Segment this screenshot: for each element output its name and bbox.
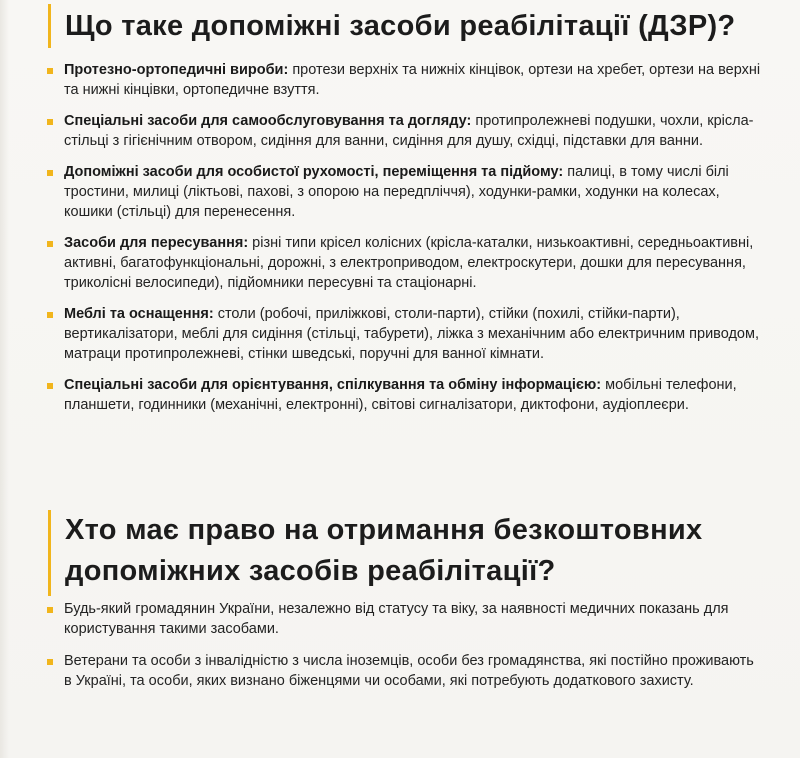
bullet-square-icon — [47, 383, 53, 389]
section-title-line-1: Хто має право на отримання безкоштовних — [65, 514, 703, 546]
scan-edge-shadow — [0, 0, 9, 758]
bullet-square-icon — [47, 659, 53, 665]
item-term: Спеціальні засоби для самообслуговування та догляду: — [64, 113, 472, 129]
bullet-square-icon — [47, 68, 53, 74]
list-item — [47, 233, 762, 293]
list-item — [47, 651, 762, 691]
item-term: Меблі та оснащення: — [64, 306, 214, 322]
item-term: Спеціальні засоби для орієнтування, спілкування та обміну інформацією: — [64, 377, 602, 393]
bullet-square-icon — [47, 312, 53, 318]
item-text: Будь-який громадянин України, незалежно від статусу та віку, за наявності медичних показань для користування такими засобами. — [64, 601, 729, 637]
list-item — [47, 60, 762, 100]
item-text: різні типи крісел колісних (крісла-каталки, низькоактивні, середньоактивні, активні, багатофункціональні, дорожні, з електроприводом, електроскутери, дошки для пересування, триколісні велосипеди), підйомники пересувні та стаціонарні. — [64, 235, 754, 291]
list-item — [47, 599, 762, 639]
section-title-accent-bar — [48, 510, 702, 596]
list-item — [47, 111, 762, 151]
item-term: Допоміжні засоби для особистої рухомості, переміщення та підйому: — [64, 164, 564, 180]
item-term: Засоби для пересування: — [64, 235, 249, 251]
bullet-square-icon — [47, 607, 53, 613]
item-text: мобільні телефони, планшети, годинники (механічні, електронні), світові сигналізатори, диктофони, аудіоплеєри. — [64, 377, 737, 413]
item-text: столи (робочі, приліжкові, столи-парти), стійки (похилі, стійки-парти), вертикалізатори, меблі для сидіння (стільці, табурети), ліжка з механічним або електричним приводом, матраци протипролежневі, стінки шведські, поручні для ванної кімнати. — [64, 306, 759, 362]
section-title-line-2: допоміжних засобів реабілітації? — [65, 555, 556, 587]
section-title-accent-bar — [48, 4, 735, 48]
bullet-square-icon — [47, 170, 53, 176]
list-item — [47, 375, 762, 415]
list-item — [47, 162, 762, 222]
list-item — [47, 304, 762, 364]
section-title: Що таке допоміжні засоби реабілітації (ДЗР)? — [65, 10, 736, 42]
eligibility-list — [47, 599, 762, 703]
definition-list — [47, 60, 762, 426]
bullet-square-icon — [47, 241, 53, 247]
item-text: протези верхніх та нижніх кінцівок, ортези на хребет, ортези на верхні та нижні кінцівки, ортопедичне взуття. — [64, 62, 761, 98]
item-text: протипролежневі подушки, чохли, крісла-стільці з гігієнічним отвором, сидіння для ванни, сидіння для душу, східці, підставки для ванни. — [64, 113, 754, 149]
item-text: палиці, в тому числі білі тростини, милиці (ліктьові, пахові, з опорою на передпліччя), ходунки-рамки, ходунки на колесах, кошики (стільці) для перенесення. — [64, 164, 729, 220]
item-text: Ветерани та особи з інвалідністю з числа іноземців, особи без громадянства, які постійно проживають в Україні, та особи, яких визнано біженцями чи особами, які потребують додаткового захисту. — [64, 653, 754, 689]
bullet-square-icon — [47, 119, 53, 125]
item-term: Протезно-ортопедичні вироби: — [64, 62, 289, 78]
